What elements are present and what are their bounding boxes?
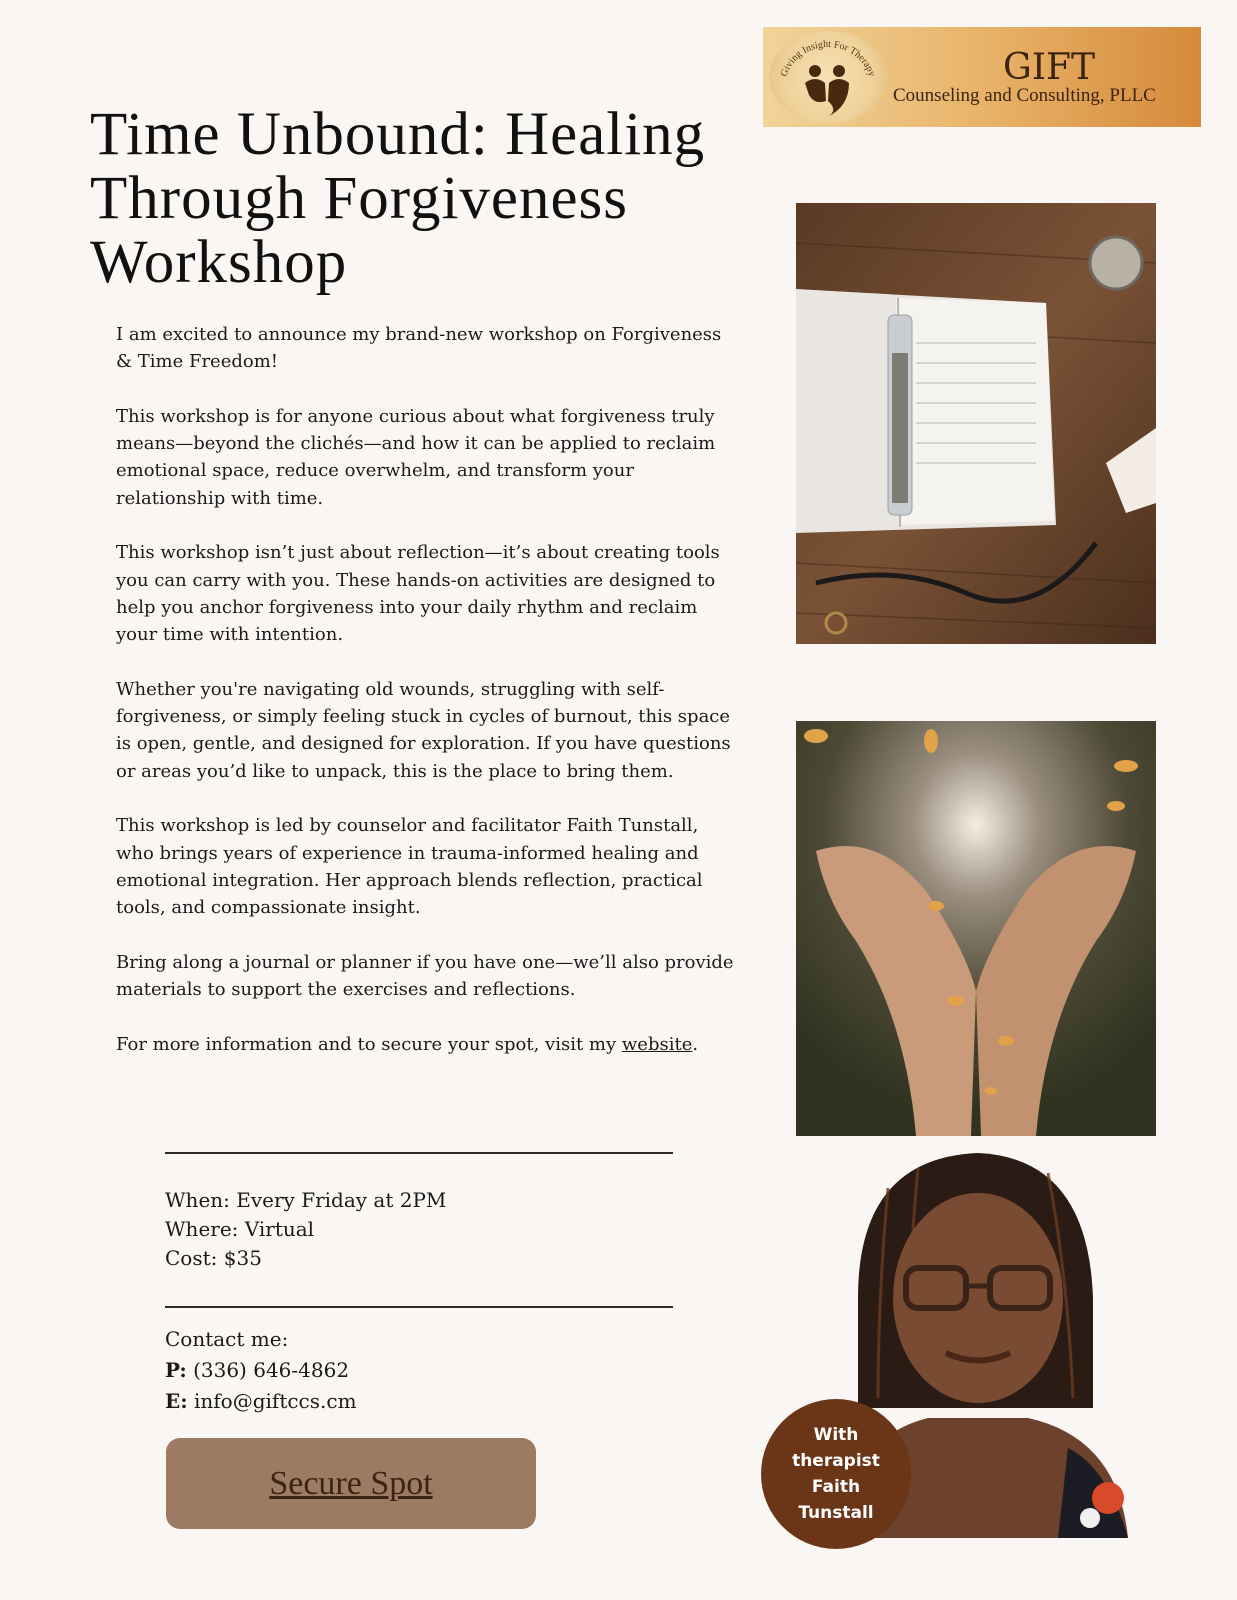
description bbox=[116, 321, 736, 1085]
paragraph-facilitator: This workshop is led by counselor and facilitator Faith Tunstall, who brings years of experience in trauma-informed healing and emotional integration. Her approach blends reflection, practical tools, and compassionate insight. bbox=[116, 815, 703, 919]
logo-name: GIFT bbox=[1003, 47, 1095, 88]
logo-banner bbox=[763, 27, 1201, 127]
paragraph-intro: I am excited to announce my brand-new workshop on Forgiveness & Time Freedom! bbox=[116, 324, 722, 373]
event-cost: Cost: $35 bbox=[165, 1246, 262, 1270]
divider-bottom bbox=[165, 1306, 673, 1308]
open-journal-photo bbox=[796, 203, 1156, 644]
contact-heading: Contact me: bbox=[165, 1327, 289, 1351]
therapist-badge bbox=[761, 1399, 911, 1549]
phone-label: P: bbox=[165, 1358, 187, 1382]
paragraph-more-info bbox=[116, 1031, 736, 1058]
more-info-end: . bbox=[692, 1033, 699, 1055]
paragraph-materials: Bring along a journal or planner if you have one—we’ll also provide materials to support the exercises and reflections. bbox=[116, 951, 734, 1001]
email-address[interactable]: info@giftccs.cm bbox=[187, 1389, 357, 1413]
event-details bbox=[165, 1186, 446, 1273]
email-label: E: bbox=[165, 1389, 188, 1413]
open-hands-photo bbox=[796, 721, 1156, 1136]
website-link[interactable]: website bbox=[621, 1033, 693, 1055]
contact-phone-row bbox=[165, 1355, 357, 1386]
paragraph-space: Whether you're navigating old wounds, struggling with self-forgiveness, or simply feeling stuck in cycles of burnout, this space is open, gentle, and designed for exploration. If you have questions or areas you’d like to unpack, this is the place to bring them. bbox=[116, 678, 731, 782]
paragraph-audience: This workshop is for anyone curious about what forgiveness truly means—beyond the clichés—and how it can be applied to reclaim emotional space, reduce overwhelm, and transform your relationship with time. bbox=[116, 405, 716, 509]
more-info-text: For more information and to secure your spot, visit my bbox=[116, 1033, 622, 1055]
page-title: Time Unbound: Healing Through Forgiveness Workshop bbox=[90, 101, 706, 296]
badge-text: With therapist Faith Tunstall bbox=[792, 1425, 880, 1523]
logo-subtitle: Counseling and Consulting, PLLC bbox=[893, 85, 1156, 106]
contact-email-row bbox=[165, 1386, 357, 1417]
event-where: Where: Virtual bbox=[165, 1217, 315, 1241]
logo-seal-icon bbox=[769, 31, 887, 123]
paragraph-tools: This workshop isn’t just about reflection—it’s about creating tools you can carry with you. These hands-on activities are designed to help you anchor forgiveness into your daily rhythm and reclaim your time with intention. bbox=[116, 542, 720, 646]
phone-number[interactable]: (336) 646-4862 bbox=[186, 1358, 350, 1382]
divider-top bbox=[165, 1152, 673, 1154]
secure-spot-button[interactable]: Secure Spot bbox=[166, 1438, 536, 1529]
contact-info bbox=[165, 1324, 357, 1417]
event-when: When: Every Friday at 2PM bbox=[165, 1188, 447, 1212]
svg-text:Giving Insight For Therapy: Giving Insight For Therapy bbox=[778, 38, 878, 79]
